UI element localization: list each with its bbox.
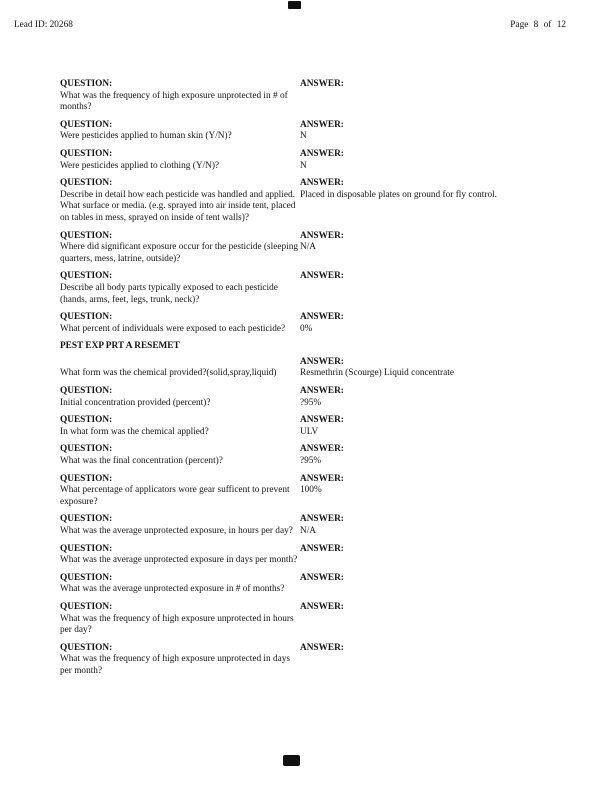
qa-row bbox=[60, 602, 582, 637]
question-text: What was the average unprotected exposure, in hours per day? bbox=[60, 526, 293, 536]
question-text: Describe all body parts typically exposed to each pesticide (hands, arms, feet, legs, trunk, neck)? bbox=[60, 282, 278, 305]
question-text: Where did significant exposure occur for the pesticide (sleeping quarters, mess, latrine, outside)? bbox=[60, 242, 299, 264]
qa-row bbox=[60, 514, 582, 537]
answer-label: ANSWER: bbox=[300, 178, 344, 189]
question-label: QUESTION: bbox=[60, 230, 113, 241]
question-text: What was the frequency of high exposure unprotected in # of months? bbox=[60, 90, 288, 113]
question-text: What was the frequency of high exposure unprotected in days per month? bbox=[60, 654, 291, 676]
question-label: QUESTION: bbox=[60, 543, 113, 554]
question-label: QUESTION: bbox=[60, 312, 113, 323]
qa-row bbox=[60, 474, 582, 509]
answer-text: ?95% bbox=[300, 397, 322, 408]
qa-row bbox=[60, 544, 582, 567]
answer-label: ANSWER: bbox=[300, 473, 344, 484]
qa-row bbox=[60, 386, 582, 409]
question-label: QUESTION: bbox=[60, 514, 113, 525]
question-label: QUESTION: bbox=[60, 601, 113, 612]
qa-row bbox=[60, 357, 582, 380]
question-text: Describe in detail how each pesticide was handled and applied. What surface or media. (e.g. sprayed into air inside tent, placed on tables in mess, sprayed on inside of tent walls)? bbox=[60, 189, 296, 223]
answer-label: ANSWER: bbox=[300, 386, 344, 397]
question-label: QUESTION: bbox=[60, 119, 113, 130]
qa-row bbox=[60, 415, 582, 438]
question-label: QUESTION: bbox=[60, 473, 113, 484]
answer-text: N bbox=[300, 160, 307, 171]
answer-text: 100% bbox=[300, 485, 322, 496]
qa-row bbox=[60, 271, 582, 306]
scan-mark-bottom bbox=[283, 755, 300, 766]
qa-row bbox=[60, 444, 582, 467]
section-title: PEST EXP PRT A RESEMET bbox=[60, 341, 180, 352]
question-text: In what form was the chemical applied? bbox=[60, 426, 209, 437]
question-label: QUESTION: bbox=[60, 79, 113, 89]
answer-text: ?95% bbox=[300, 456, 322, 467]
qa-row bbox=[60, 149, 582, 172]
question-text: What was the frequency of high exposure unprotected in hours per day? bbox=[60, 613, 294, 636]
answer-label: ANSWER: bbox=[300, 312, 344, 323]
answer-text: N bbox=[300, 131, 307, 142]
answer-label: ANSWER: bbox=[300, 148, 344, 159]
question-text: Were pesticides applied to human skin (Y/N)? bbox=[60, 131, 232, 142]
question-text: What percentage of applicators wore gear sufficent to prevent exposure? bbox=[60, 485, 290, 507]
question-text: Were pesticides applied to clothing (Y/N)? bbox=[60, 160, 220, 171]
question-label: QUESTION: bbox=[60, 386, 113, 397]
question-text: What was the average unprotected exposure in days per month? bbox=[60, 555, 298, 566]
answer-label: ANSWER: bbox=[300, 119, 344, 130]
answer-label: ANSWER: bbox=[300, 271, 344, 282]
answer-text: Resmethrin (Scourge) Liquid concentrate bbox=[300, 368, 454, 379]
qa-row bbox=[60, 231, 582, 266]
answer-text: N/A bbox=[300, 526, 317, 536]
question-label: QUESTION: bbox=[60, 415, 113, 426]
answer-label: ANSWER: bbox=[300, 543, 344, 554]
qa-row bbox=[60, 178, 582, 224]
answer-label: ANSWER: bbox=[300, 601, 344, 612]
qa-row bbox=[60, 120, 582, 143]
qa-row bbox=[60, 643, 582, 678]
qa-row bbox=[60, 79, 582, 114]
question-text: Initial concentration provided (percent)? bbox=[60, 397, 211, 408]
question-label: QUESTION: bbox=[60, 148, 113, 159]
qa-row bbox=[60, 573, 582, 596]
answer-label: ANSWER: bbox=[300, 444, 344, 455]
question-label: QUESTION: bbox=[60, 178, 113, 189]
question-label: QUESTION: bbox=[60, 572, 113, 583]
answer-text: Placed in disposable plates on ground for fly control. bbox=[300, 189, 498, 200]
lead-id: Lead ID: 20268 bbox=[14, 20, 73, 30]
answer-text: N/A bbox=[300, 242, 317, 253]
answer-text: ULV bbox=[300, 426, 319, 437]
question-text: What was the final concentration (percent)? bbox=[60, 456, 223, 467]
question-label-empty bbox=[60, 357, 300, 369]
question-text: What percent of individuals were exposed to each pesticide? bbox=[60, 323, 286, 334]
answer-label: ANSWER: bbox=[300, 514, 344, 525]
question-label: QUESTION: bbox=[60, 642, 113, 653]
question-label: QUESTION: bbox=[60, 271, 113, 282]
question-label: QUESTION: bbox=[60, 444, 113, 455]
question-text: What form was the chemical provided?(solid,spray,liquid) bbox=[60, 368, 277, 379]
answer-label: ANSWER: bbox=[300, 642, 344, 653]
answer-label: ANSWER: bbox=[300, 415, 344, 426]
answer-label: ANSWER: bbox=[300, 356, 344, 367]
answer-text: 0% bbox=[300, 323, 313, 334]
answer-label: ANSWER: bbox=[300, 230, 344, 241]
question-text: What was the average unprotected exposure in # of months? bbox=[60, 584, 285, 595]
answer-label: ANSWER: bbox=[300, 79, 344, 89]
qa-row bbox=[60, 312, 582, 335]
page-number: Page 8 of 12 bbox=[510, 20, 566, 30]
answer-label: ANSWER: bbox=[300, 572, 344, 583]
